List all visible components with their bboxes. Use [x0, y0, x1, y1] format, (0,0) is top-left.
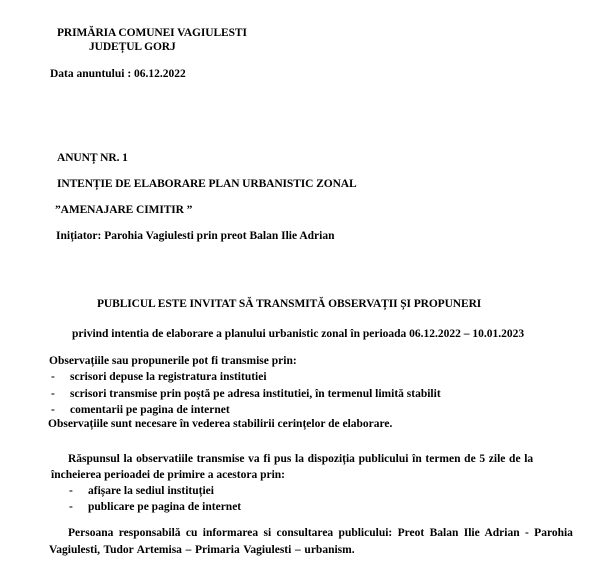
observations-list-item — [51, 403, 230, 418]
bullet-dash: - — [51, 388, 55, 400]
invitation-period: privind intentia de elaborare a planului urbanistic zonal în perioada 06.12.2022 – 10.01.2023 — [72, 328, 525, 340]
institution-name: PRIMĂRIA COMUNEI VAGIULESTI — [57, 27, 247, 39]
bullet-dash: - — [51, 371, 55, 383]
response-item-text: publicare pe pagina de internet — [88, 501, 242, 513]
observations-intro: Observațiile sau propunerile pot fi transmise prin: — [49, 355, 297, 367]
response-list-item — [69, 500, 241, 515]
observations-item-text: scrisori depuse la registratura institutiei — [70, 371, 267, 383]
response-paragraph-line: încheierea perioadei de primire a acestora prin: — [51, 469, 285, 481]
bullet-dash: - — [51, 404, 55, 416]
observations-list-item — [51, 370, 267, 385]
county-name: JUDEȚUL GORJ — [89, 41, 176, 53]
invitation-heading: PUBLICUL ESTE INVITAT SĂ TRANSMITĂ OBSERVAȚII ȘI PROPUNERI — [97, 298, 482, 310]
initiator-line: Inițiator: Parohia Vagiulesti prin preot Balan Ilie Adrian — [56, 230, 335, 242]
response-item-text: afișare la sediul instituției — [88, 485, 214, 497]
responsible-person-line: Vagiulesti, Tudor Artemisa – Primaria Vagiulesti – urbanism. — [49, 544, 355, 556]
announcement-date: Data anuntului : 06.12.2022 — [50, 68, 186, 80]
bullet-dash: - — [69, 485, 73, 497]
responsible-person-line: Persoana responsabilă cu informarea si consultarea publicului: Preot Balan Ilie Adrian - Parohia — [68, 527, 573, 539]
response-paragraph-line: Răspunsul la observatiile transmise va fi pus la dispoziția publicului în termen de 5 zile de la — [68, 453, 534, 465]
announcement-subject: INTENȚIE DE ELABORARE PLAN URBANISTIC ZONAL — [57, 178, 357, 190]
observations-item-text: comentarii pe pagina de internet — [70, 404, 230, 416]
bullet-dash: - — [69, 501, 73, 513]
observations-list-item — [51, 387, 441, 402]
observations-item-text: scrisori transmise prin poștă pe adresa institutiei, în termenul limită stabilit — [70, 388, 441, 400]
observations-note: Observațiile sunt necesare în vederea stabilirii cerințelor de elaborare. — [48, 418, 393, 430]
announcement-number: ANUNȚ NR. 1 — [57, 152, 128, 164]
response-list-item — [69, 484, 214, 499]
project-title: ”AMENAJARE CIMITIR ” — [55, 204, 193, 216]
